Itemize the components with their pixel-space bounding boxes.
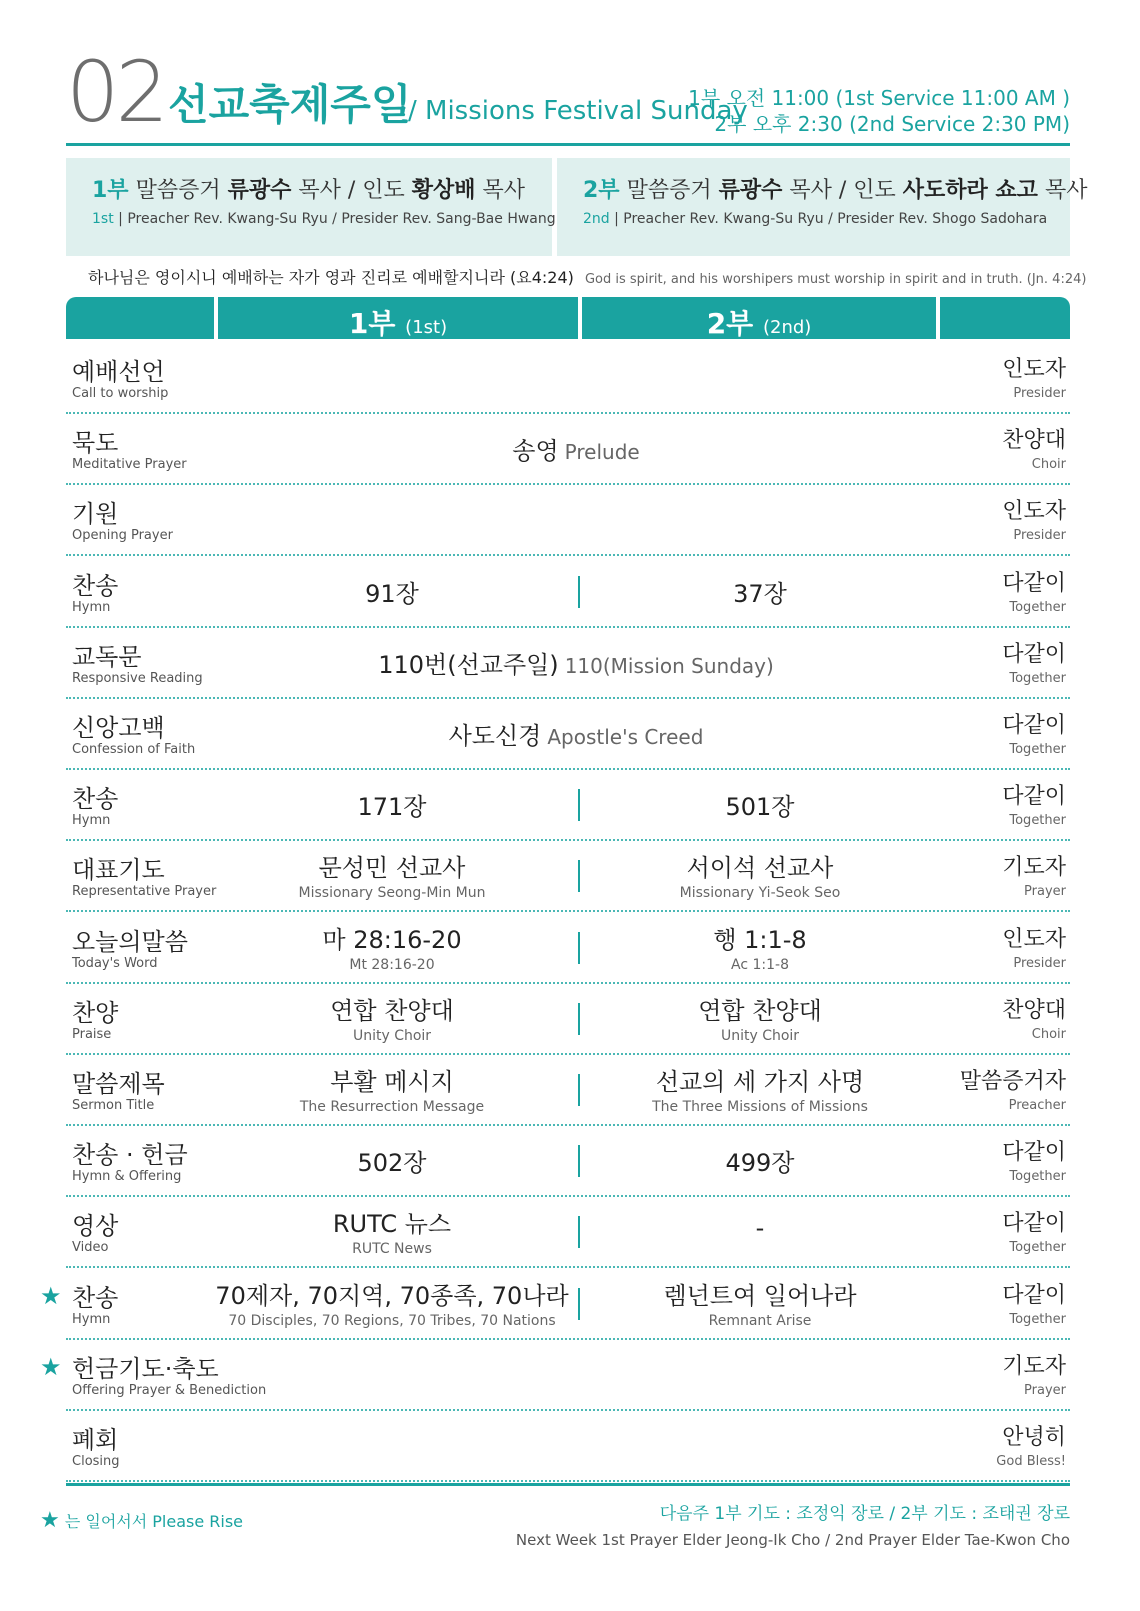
role-en: Preacher [1008,1098,1066,1113]
role-en: Together [1009,1240,1066,1256]
role: 기도자 [1002,1353,1066,1379]
column-header-right [940,297,1070,339]
item-name: 신앙고백 [72,714,165,742]
presider-label: 목사 / 인도 [789,178,896,203]
cell-sub: Ac 1:1-8 [731,956,789,973]
verse-en: God is spirit, and his worshipers must worship in spirit and in truth. (Jn. 4:24) [584,272,1087,287]
item-name-en: Today's Word [72,955,158,971]
role-en: Presider [1013,955,1066,971]
header-divider [66,143,1070,146]
column-header-1st [218,297,578,339]
role-en: Prayer [1024,1382,1066,1398]
cell-sub: Mt 28:16-20 [349,956,435,973]
scripture-verse [88,265,1086,288]
role: 다같이 [1002,1282,1066,1308]
preacher-box-2 [557,158,1088,256]
item-name-en: Closing [72,1454,120,1469]
second-service-cell [580,1143,940,1178]
first-service-cell [212,574,572,609]
cell-main: 499장 [725,1149,795,1178]
worship-row [66,1054,1070,1126]
worship-row [66,698,1070,770]
cell-main: - [755,1214,765,1243]
preacher-line-en: | Preacher Rev. Kwang-Su Ryu / Presider Rev. Shogo Sadohara [614,211,1048,227]
worship-row [66,484,1070,556]
item-name-en: Opening Prayer [72,528,173,544]
role-en: Prayer [1024,884,1066,900]
role: 인도자 [1002,499,1066,525]
cell-main: 문성민 선교사 [318,854,466,883]
bottom-divider [66,1483,1070,1486]
service-tag-en: 1st [92,211,114,227]
second-service-cell [580,1276,940,1329]
cell-sub: The Resurrection Message [299,1099,485,1115]
role: 다같이 [1002,641,1066,667]
cell-main: 행 1:1-8 [713,925,807,954]
service-time-2: 2부 오후 2:30 (2nd Service 2:30 PM) [714,112,1070,136]
role-en: Together [1009,1311,1066,1327]
role-en: Together [1009,742,1066,757]
service-number: 02 [66,43,165,141]
role: 찬양대 [1002,997,1066,1023]
column-1st-label: 1부 [348,307,396,340]
item-name: 대표기도 [72,856,165,885]
worship-row [66,627,1070,699]
next-week-prayer-ko: 다음주 1부 기도 : 조정익 장로 / 2부 기도 : 조태권 장로 [659,1504,1070,1524]
preacher-name: 류광수 [718,178,783,203]
item-name: 교독문 [72,642,142,671]
second-service-cell [580,848,940,901]
star-icon: ★ [40,1508,60,1533]
worship-row [66,1410,1070,1482]
item-name-en: Meditative Prayer [72,457,187,473]
service-tag: 1부 [92,178,129,203]
service-tag-en: 2nd [583,211,610,227]
cell-en: 110(Mission Sunday) [564,653,774,678]
item-name-en: Hymn [72,813,111,829]
item-name: 예배선언 [72,358,165,386]
title-suffix: 목사 [1044,178,1088,203]
column-header-2nd [582,297,936,339]
second-service-cell [580,920,940,973]
preacher-line-en: | Preacher Rev. Kwang-Su Ryu / Presider Rev. Sang-Bae Hwang [118,211,556,227]
worship-row [66,912,1070,984]
preacher-label: 말씀증거 [135,178,221,203]
cell-sub: Remnant Arise [708,1312,812,1329]
service-times [688,85,1070,137]
cell-main: 사도신경 [448,722,542,750]
cell-sub: 70 Disciples, 70 Regions, 70 Tribes, 70 Nations [228,1312,556,1329]
item-name: 폐회 [72,1426,119,1454]
cell-main: 연합 찬양대 [330,996,454,1025]
preacher-name: 류광수 [227,178,292,203]
item-name-en: Hymn & Offering [72,1169,182,1185]
item-name-en: Video [72,1240,109,1256]
role: 말씀증거자 [959,1069,1066,1094]
first-service-cell [212,1276,572,1329]
item-name: 묵도 [72,429,119,458]
next-week-prayer-en: Next Week 1st Prayer Elder Jeong-Ik Cho / 2nd Prayer Elder Tae-Kwon Cho [515,1531,1070,1549]
role-en: Together [1009,670,1066,686]
worship-row [66,413,1070,485]
item-name: 헌금기도·축도 [72,1354,219,1383]
item-name: 오늘의말씀 [72,927,188,956]
item-name: 찬송 [72,571,119,600]
cell-sub: Unity Choir [720,1027,800,1044]
star-icon: ★ [40,1281,62,1310]
cell-sub: Missionary Yi-Seok Seo [679,885,841,902]
role: 다같이 [1002,784,1066,810]
cell-main: 501장 [725,793,795,822]
cell-main: 37장 [733,579,787,608]
cell-en: Prelude [564,440,640,465]
cell-main: 70제자, 70지역, 70종족, 70나라 [215,1281,569,1310]
column-2nd-label: 2부 [706,307,754,340]
cell-main: 91장 [365,579,419,608]
role: 찬양대 [1002,428,1066,454]
role: 다같이 [1002,1140,1066,1166]
first-service-cell [212,787,572,822]
role: 안녕히 [1002,1425,1066,1450]
worship-row [66,1125,1070,1197]
cell-main: 연합 찬양대 [698,996,822,1025]
role-en: Choir [1031,1026,1066,1042]
role-en: Together [1009,599,1066,615]
worship-row [66,840,1070,912]
page-title-en: / Missions Festival Sunday [408,96,748,126]
first-service-cell [212,848,572,901]
worship-row [66,769,1070,841]
role-en: God Bless! [996,1454,1066,1469]
second-service-cell [580,1214,940,1242]
item-name-en: Call to worship [72,386,169,401]
please-rise-text: 는 일어서서 Please Rise [64,1512,244,1531]
second-service-cell [580,574,940,609]
item-name: 찬송 · 헌금 [72,1141,188,1170]
item-name: 말씀제목 [72,1070,165,1098]
column-header-left [66,297,214,339]
first-service-cell [212,1062,572,1115]
cell-main: 부활 메시지 [330,1068,454,1096]
cell-sub: The Three Missions of Missions [652,1099,868,1115]
item-name-en: Praise [72,1026,112,1042]
cell-sub: RUTC News [352,1241,432,1258]
please-rise-note [40,1508,243,1533]
item-name-en: Responsive Reading [72,670,203,686]
role-en: Together [1009,813,1066,829]
presider-name: 황상배 [411,178,476,203]
item-name: 찬송 [72,785,119,814]
title-suffix: 목사 [482,178,526,203]
presider-label: 목사 / 인도 [298,178,405,203]
both-services-cell [226,645,926,680]
second-service-cell [580,991,940,1044]
worship-row [66,556,1070,628]
first-service-cell [212,991,572,1044]
cell-sub: Missionary Seong-Min Mun [298,885,486,902]
role-en: Choir [1031,457,1066,473]
worship-row [66,983,1070,1055]
worship-row [40,1268,1070,1340]
service-time-1: 1부 오전 11:00 (1st Service 11:00 AM ) [688,86,1070,110]
role: 다같이 [1002,713,1066,738]
second-service-cell [580,787,940,822]
worship-row [66,342,1070,414]
next-week-prayer [516,1500,1070,1552]
verse-ko: 하나님은 영이시니 예배하는 자가 영과 진리로 예배할지니라 (요4:24) [88,268,574,287]
item-name-en: Sermon Title [72,1098,155,1113]
star-icon: ★ [40,1352,62,1381]
both-services-cell [226,716,926,751]
first-service-cell [212,920,572,973]
first-service-cell [212,1143,572,1178]
worship-row [40,1339,1070,1411]
cell-main: 렘넌트여 일어나라 [663,1281,857,1310]
role: 인도자 [1002,357,1066,382]
worship-row [66,1196,1070,1268]
role-en: Presider [1013,528,1066,544]
cell-main: 171장 [357,793,427,822]
role-en: Presider [1013,386,1066,401]
item-name: 찬양 [72,998,119,1027]
cell-main: 선교의 세 가지 사명 [655,1068,865,1096]
role: 다같이 [1002,1211,1066,1237]
role: 인도자 [1002,926,1066,952]
cell-main: RUTC 뉴스 [332,1210,452,1239]
cell-main: 마 28:16-20 [322,925,462,954]
role: 기도자 [1002,855,1066,881]
cell-main: 110번(선교주일) [378,650,559,679]
item-name-en: Representative Prayer [72,884,217,900]
page-title-ko: 선교축제주일 [168,80,412,129]
item-name-en: Offering Prayer & Benediction [72,1382,267,1398]
both-services-cell [226,431,926,466]
item-name-en: Confession of Faith [72,742,196,757]
role: 다같이 [1002,570,1066,596]
first-service-cell [212,1204,572,1257]
cell-main: 502장 [357,1149,427,1178]
cell-sub: Unity Choir [352,1027,432,1044]
item-name: 기원 [72,500,119,529]
preacher-label: 말씀증거 [626,178,712,203]
presider-name: 사도하라 쇼고 [902,178,1038,203]
column-1st-en: (1st) [405,317,448,338]
cell-en: Apostle's Creed [547,725,704,749]
service-tag: 2부 [583,178,620,203]
item-name-en: Hymn [72,1311,111,1327]
item-name-en: Hymn [72,599,111,615]
cell-main: 송영 [512,437,559,466]
item-name: 영상 [72,1212,119,1241]
column-2nd-en: (2nd) [762,317,812,338]
item-name: 찬송 [72,1283,119,1312]
role-en: Together [1009,1169,1066,1185]
cell-main: 서이석 선교사 [686,854,834,883]
preacher-box-1 [66,158,556,256]
second-service-cell [580,1062,940,1115]
